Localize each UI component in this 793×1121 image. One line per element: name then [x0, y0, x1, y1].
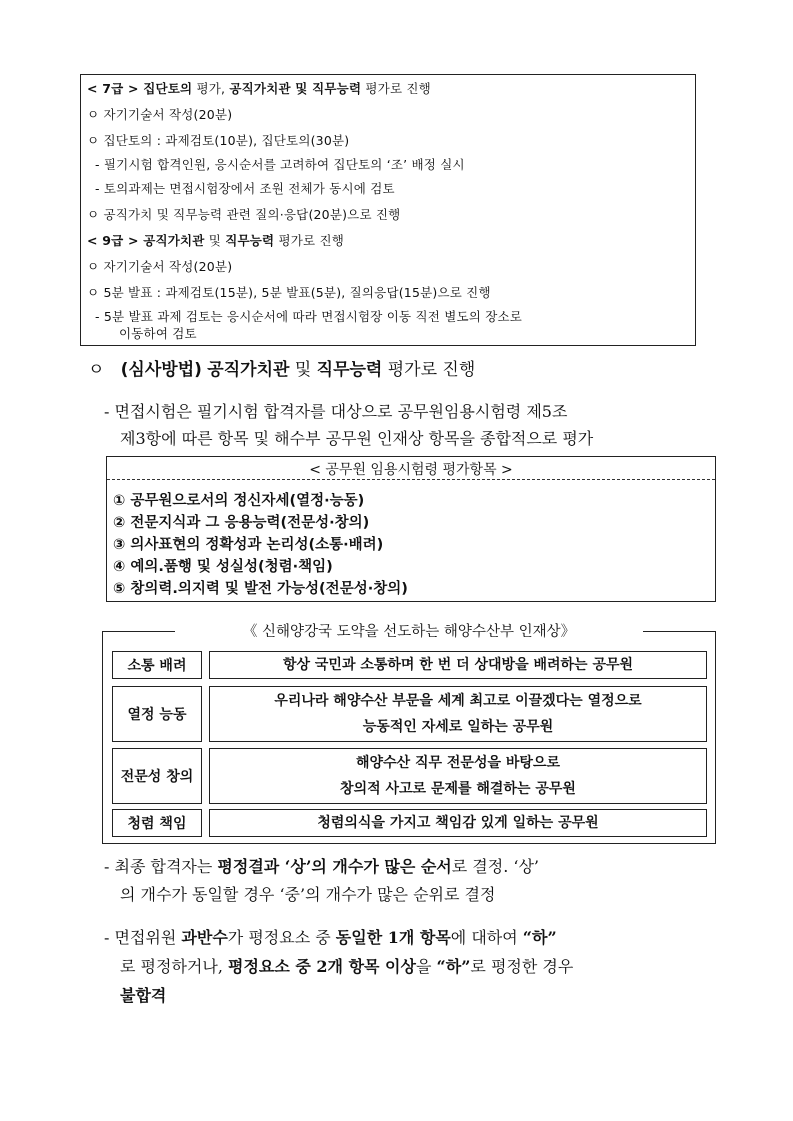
- interview-format-box: [80, 74, 696, 346]
- para1-line-2: 제3항에 따른 항목 및 해수부 공무원 인재상 항목을 종합적으로 평가: [120, 429, 594, 448]
- grade7-line-5: ㅇ 공직가치 및 직무능력 관련 질의·응답(20분)으로 진행: [87, 207, 401, 222]
- talent-values-title: 《 신해양강국 도약을 선도하는 해양수산부 인재상》: [242, 624, 576, 640]
- criteria-divider: [107, 479, 715, 480]
- grade7-prefix: < 7급 >: [87, 81, 144, 96]
- grade9-head-c: 직무능력: [225, 233, 275, 248]
- grade9-line-4: 이동하여 검토: [119, 326, 197, 341]
- para3-l1-a: - 면접위원: [104, 928, 182, 947]
- grade9-head-b: 및: [204, 233, 226, 248]
- grade9-line-2: ㅇ 5분 발표 : 과제검토(15분), 5분 발표(5분), 질의응답(15분)으로 진행: [87, 285, 491, 300]
- criteria-item: ① 공무원으로서의 정신자세(열정·능동): [113, 493, 365, 509]
- method-c: 직무능력: [316, 360, 383, 380]
- method-a: 공직가치관: [207, 360, 290, 380]
- grade9-head-d: 평가로 진행: [274, 233, 345, 248]
- para2-line-2: 의 개수가 동일할 경우 ‘중’의 개수가 많은 순위로 결정: [120, 885, 496, 904]
- method-b: 및: [289, 360, 317, 380]
- value-desc-expertise: [209, 748, 707, 804]
- value-desc-line: 능동적인 자세로 일하는 공무원: [362, 719, 554, 735]
- value-desc-integrity: [209, 809, 707, 837]
- para3-l2-a: 로 평정하거나,: [120, 957, 228, 976]
- grade7-line-4: - 토의과제는 면접시험장에서 조원 전체가 동시에 검토: [95, 181, 395, 196]
- grade7-line-1: ㅇ 자기기술서 작성(20분): [87, 107, 233, 122]
- value-label-integrity: 청렴 책임: [112, 809, 202, 837]
- grade7-head-d: 평가로 진행: [361, 81, 431, 96]
- grade9-prefix: < 9급 >: [87, 233, 144, 248]
- para1-line-1: - 면접시험은 필기시험 합격자를 대상으로 공무원임용시험령 제5조: [104, 402, 568, 421]
- para3-l2-e: 로 평정한 경우: [470, 957, 574, 976]
- grade9-head-a: 공직가치관: [143, 233, 205, 248]
- para3-l1-e: 에 대하여: [450, 928, 523, 947]
- para3-line-1: [104, 925, 557, 948]
- method-label: (심사방법): [120, 360, 202, 380]
- para2-l1-b: 평정결과 ‘상’의 개수가 많은 순서: [217, 857, 452, 876]
- para3-l1-d: 동일한 1개 항목: [335, 928, 451, 947]
- para3-l2-b: 평정요소 중 2개 항목 이상: [228, 957, 416, 976]
- para2-l1-c: 로 결정. ‘상’: [451, 857, 540, 876]
- talent-values-box: [102, 624, 716, 844]
- para3-l1-b: 과반수: [181, 928, 228, 947]
- grade7-line-2: ㅇ 집단토의 : 과제검토(10분), 집단토의(30분): [87, 133, 350, 148]
- criteria-box: [106, 456, 716, 602]
- criteria-item: ④ 예의.품행 및 성실성(청렴·책임): [113, 559, 333, 575]
- para3-l1-f: “하”: [522, 928, 557, 947]
- para3-l1-c: 가 평정요소 중: [227, 928, 336, 947]
- value-desc-line: 해양수산 직무 전문성을 바탕으로: [356, 755, 560, 771]
- para3-l2-d: “하”: [436, 957, 471, 976]
- criteria-title: < 공무원 임용시험령 평가항목 >: [309, 462, 513, 478]
- para2-l1-a: - 최종 합격자는: [104, 857, 218, 876]
- criteria-item: ② 전문지식과 그 응용능력(전문성·창의): [113, 515, 370, 531]
- grade7-head-c: 공직가치관 및 직무능력: [229, 81, 362, 96]
- method-bullet: ㅇ: [88, 360, 105, 380]
- grade9-heading: [87, 231, 344, 249]
- value-desc-line: 우리나라 해양수산 부문을 세계 최고로 이끌겠다는 열정으로: [274, 693, 642, 709]
- grade9-line-1: ㅇ 자기기술서 작성(20분): [87, 259, 233, 274]
- value-desc-line: 청렴의식을 가지고 책임감 있게 일하는 공무원: [317, 815, 599, 831]
- grade9-line-3: - 5분 발표 과제 검토는 응시순서에 따라 면접시험장 이동 직전 별도의 장소로: [95, 309, 523, 324]
- value-desc-communication: [209, 651, 707, 679]
- method-heading: [88, 355, 475, 380]
- para3-l2-c: 을: [415, 957, 437, 976]
- para3-line-2: [120, 954, 573, 977]
- para2-line-1: [104, 854, 539, 877]
- grade7-line-3: - 필기시험 합격인원, 응시순서를 고려하여 집단토의 ‘조’ 배정 실시: [95, 157, 465, 172]
- value-label-passion: 열정 능동: [112, 686, 202, 742]
- para3-line-3: 불합격: [120, 986, 167, 1005]
- value-label-communication: 소통 배려: [112, 651, 202, 679]
- criteria-item: ③ 의사표현의 정확성과 논리성(소통·배려): [113, 537, 384, 553]
- value-desc-line: 항상 국민과 소통하며 한 번 더 상대방을 배려하는 공무원: [282, 657, 634, 673]
- value-label-expertise: 전문성 창의: [112, 748, 202, 804]
- grade7-head-b: 평가,: [192, 81, 230, 96]
- grade7-heading: [87, 79, 431, 97]
- criteria-item: ⑤ 창의력.의지력 및 발전 가능성(전문성·창의): [113, 581, 408, 597]
- grade7-head-a: 집단토의: [143, 81, 193, 96]
- method-d: 평가로 진행: [382, 360, 476, 380]
- value-desc-passion: [209, 686, 707, 742]
- value-desc-line: 창의적 사고로 문제를 해결하는 공무원: [340, 781, 576, 797]
